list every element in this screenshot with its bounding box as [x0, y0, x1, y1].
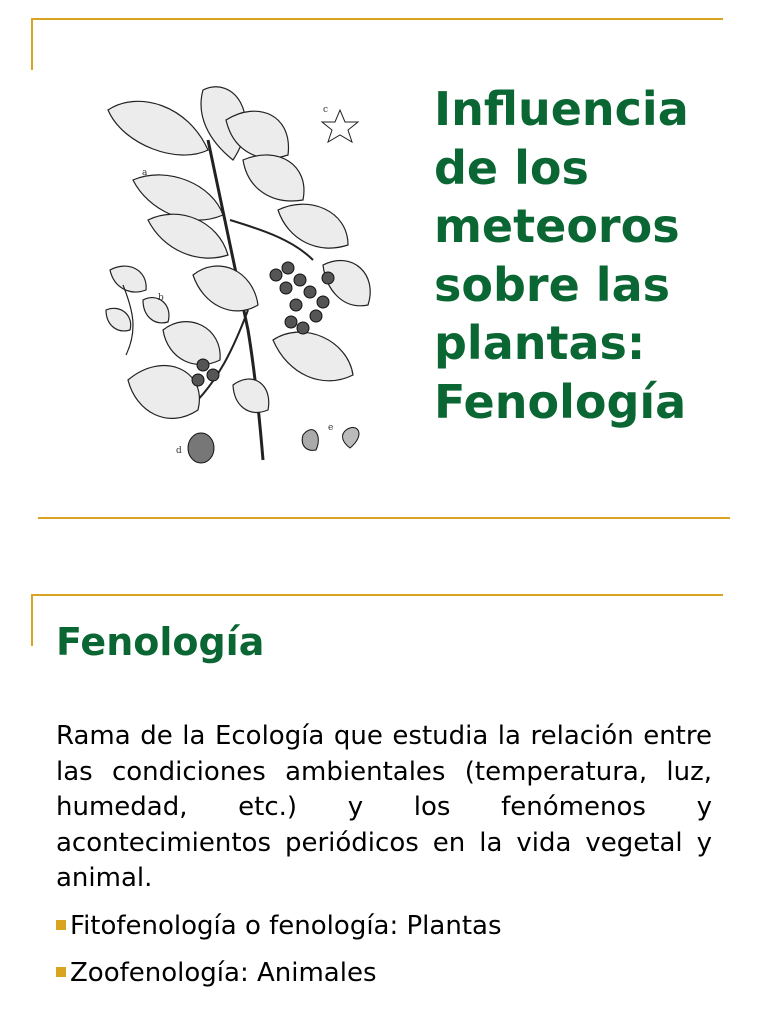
fig-label-c: c: [323, 105, 329, 115]
title-line: meteoros: [434, 199, 680, 253]
slide-title-text: [434, 80, 734, 431]
title-line: Influencia: [434, 82, 689, 136]
bullet-text: Fitofenología o fenología: Plantas: [70, 910, 502, 941]
definition-paragraph: Rama de la Ecología que estudia la relación entre las condiciones ambientales (temperatura, luz, humedad, etc.) y los fenómenos y acontecimientos periódicos en la vida vegetal y animal.: [56, 721, 712, 893]
bullet-text: Zoofenología: Animales: [70, 957, 377, 988]
title-line: de los: [434, 140, 589, 195]
title-line: sobre las: [434, 257, 670, 312]
title-line: Fenología: [434, 374, 687, 429]
frame-left-line: [31, 18, 33, 70]
bullet-list: [56, 908, 712, 991]
slide-divider: [38, 517, 730, 519]
fig-label-b: b: [158, 293, 164, 303]
frame-top-line: [31, 18, 723, 20]
list-item: [56, 908, 712, 944]
frame-left-line: [31, 594, 33, 646]
slide-body: [56, 719, 712, 991]
slide-heading: Fenología: [56, 620, 265, 664]
fig-label-a: a: [142, 168, 148, 178]
fig-label-d: d: [176, 446, 182, 456]
list-item: [56, 955, 712, 991]
plant-branch-illustration: [48, 60, 398, 486]
square-bullet-icon: [56, 920, 66, 930]
title-line: plantas:: [434, 316, 646, 370]
fig-label-e: e: [328, 423, 334, 433]
frame-top-line: [31, 594, 723, 596]
square-bullet-icon: [56, 967, 66, 977]
slide-fenologia: [0, 580, 768, 1024]
